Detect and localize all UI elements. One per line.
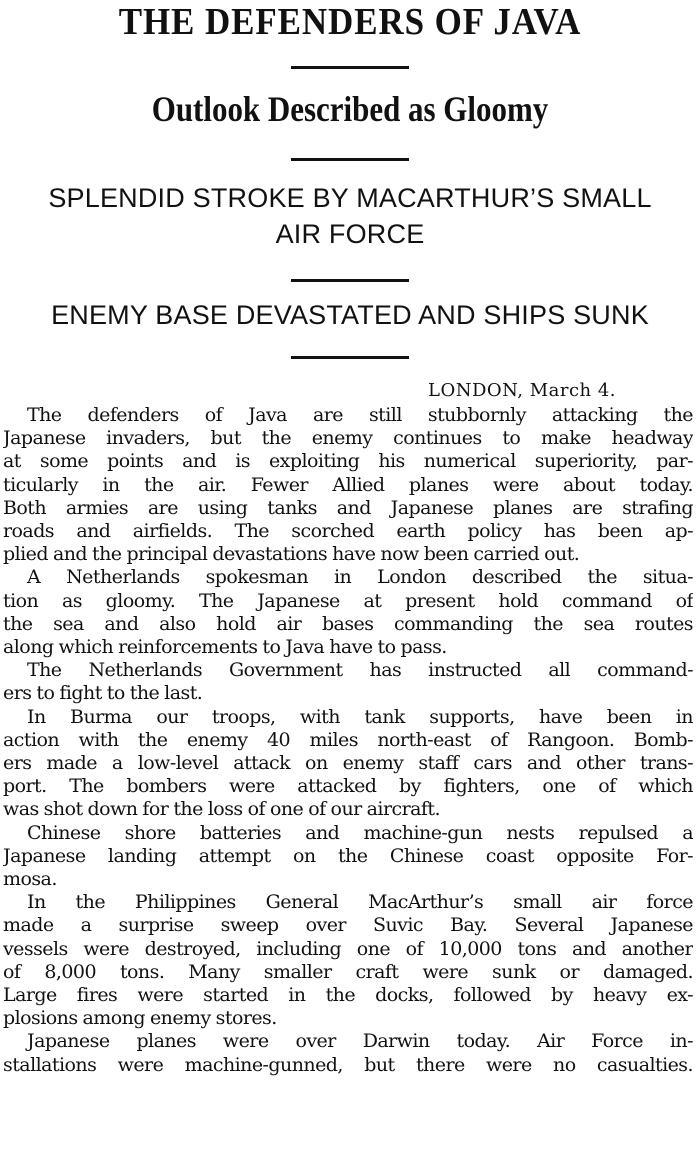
- article-line: along which reinforcements to Java have to pass.: [3, 636, 447, 659]
- article-line: the sea and also hold air bases commanding the sea routes: [3, 612, 693, 635]
- article-line: was shot down for the loss of one of our aircraft.: [3, 798, 440, 821]
- article-line: made a surprise sweep over Suvic Bay. Several Japanese: [3, 914, 693, 937]
- article-line: A Netherlands spokesman in London described the situa-: [27, 566, 693, 589]
- article-line: plosions among enemy stores.: [3, 1007, 277, 1030]
- article-line: ers made a low-level attack on enemy staff cars and other trans-: [3, 752, 693, 775]
- subheadline: Outlook Described as Gloomy: [151, 89, 549, 129]
- article-line: tion as gloomy. The Japanese at present hold command of: [3, 589, 693, 612]
- divider-rule: [291, 66, 409, 69]
- deck-line-1: SPLENDID STROKE BY MACARTHUR’S SMALL: [48, 183, 652, 213]
- divider-rule: [291, 279, 409, 282]
- divider-rule: [291, 158, 409, 161]
- article-line: Japanese invaders, but the enemy continues to make headway: [3, 427, 693, 450]
- article-line: Large fires were started in the docks, followed by heavy ex-: [3, 984, 693, 1007]
- article-line: of 8,000 tons. Many smaller craft were sunk or damaged.: [3, 960, 693, 983]
- article-line: Both armies are using tanks and Japanese planes are strafing: [3, 496, 693, 519]
- article-line: In Burma our troops, with tank supports, have been in: [27, 705, 693, 728]
- article-line: at some points and is exploiting his numerical superiority, par-: [3, 450, 693, 473]
- article-line: roads and airfields. The scorched earth policy has been ap-: [3, 520, 693, 543]
- deck-line-2: AIR FORCE: [275, 219, 425, 249]
- article-line: Japanese planes were over Darwin today. Air Force in-: [27, 1030, 693, 1053]
- article-line: plied and the principal devastations have now been carried out.: [3, 543, 580, 566]
- headline: THE DEFENDERS OF JAVA: [118, 1, 582, 43]
- article-line: The Netherlands Government has instructed all command-: [27, 659, 693, 682]
- article-line: port. The bombers were attacked by fighters, one of which: [3, 775, 693, 798]
- article-line: Chinese shore batteries and machine-gun nests repulsed a: [27, 821, 693, 844]
- dateline: LONDON, March 4.: [428, 380, 617, 401]
- article-line: ticularly in the air. Fewer Allied planes were about today.: [3, 473, 693, 496]
- article-line: action with the enemy 40 miles north-east of Rangoon. Bomb-: [3, 728, 693, 751]
- subdeck: ENEMY BASE DEVASTATED AND SHIPS SUNK: [51, 300, 649, 330]
- article-line: Japanese landing attempt on the Chinese coast opposite For-: [3, 844, 693, 867]
- article-line: ers to fight to the last.: [3, 682, 203, 705]
- divider-rule: [291, 356, 409, 359]
- article-body: [3, 404, 693, 1077]
- article-line: The defenders of Java are still stubbornly attacking the: [27, 404, 693, 426]
- article-line: In the Philippines General MacArthur’s small air force: [27, 891, 693, 914]
- article-line: mosa.: [3, 868, 57, 891]
- article-line: vessels were destroyed, including one of 10,000 tons and another: [3, 937, 693, 960]
- article-line: stallations were machine-gunned, but there were no casualties.: [3, 1053, 693, 1076]
- deck: [0, 180, 700, 252]
